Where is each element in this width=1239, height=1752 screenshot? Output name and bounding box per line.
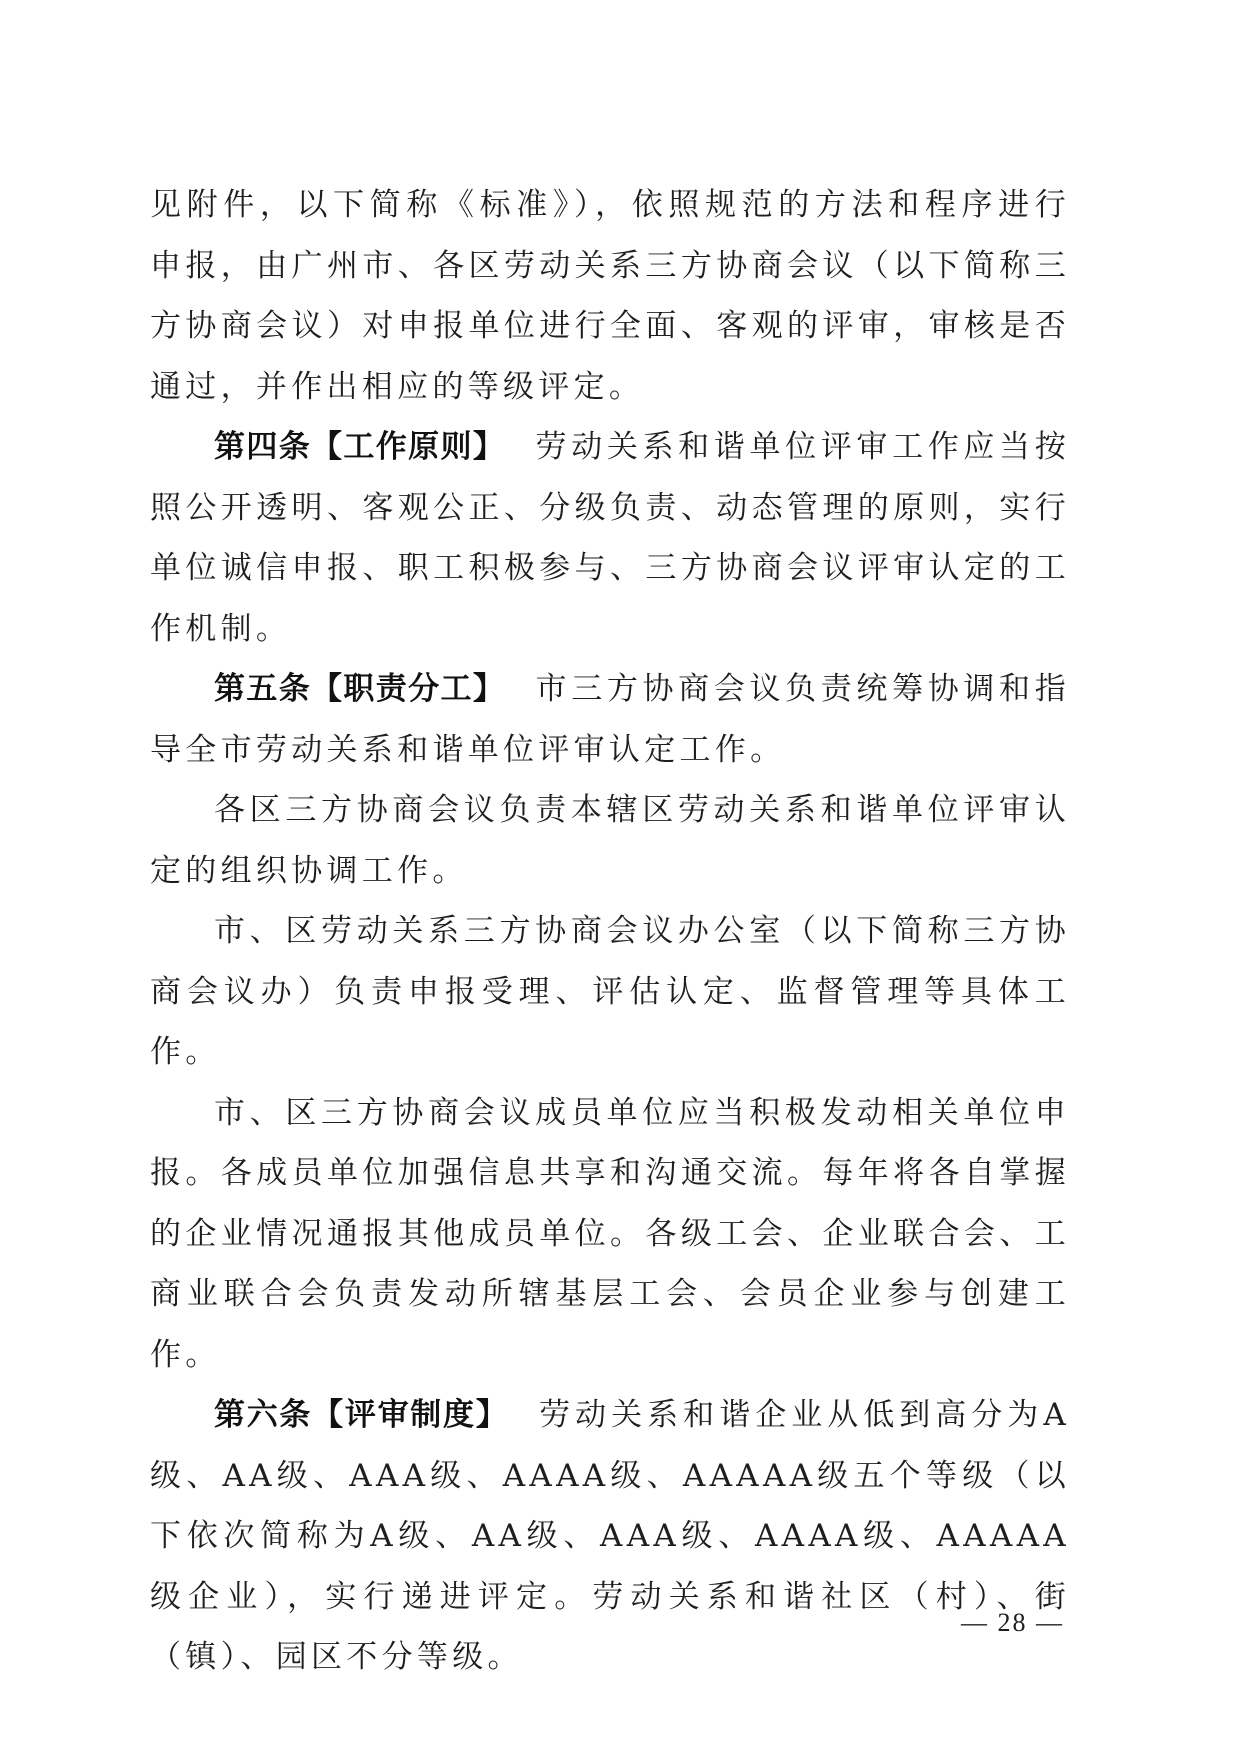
article-4 — [150, 417, 1070, 659]
paragraph-text: 市、区三方协商会议成员单位应当积极发动相关单位申报。各成员单位加强信息共享和沟通交流。每年将各自掌握的企业情况通报其他成员单位。各级工会、企业联合会、工商业联合会负责发动所辖基层工会、会员企业参与创建工作。 — [150, 1094, 1070, 1373]
document-body — [150, 175, 1070, 1688]
article-heading: 第四条【工作原则】 — [214, 429, 506, 465]
paragraph-district-duties — [150, 780, 1070, 901]
page-number: — 28 — — [961, 1608, 1064, 1637]
paragraph-text: 劳动关系和谐单位评审工作应当按照公开透明、客观公正、分级负责、动态管理的原则，实行单位诚信申报、职工积极参与、三方协商会议评审认定的工作机制。 — [150, 429, 1070, 647]
paragraph-text: 见附件，以下简称《标准》），依照规范的方法和程序进行申报，由广州市、各区劳动关系三方协商会议（以下简称三方协商会议）对申报单位进行全面、客观的评审，审核是否通过，并作出相应的等级评定。 — [150, 187, 1070, 405]
paragraph-text: 各区三方协商会议负责本辖区劳动关系和谐单位评审认定的组织协调工作。 — [150, 792, 1070, 889]
paragraph-office-duties — [150, 901, 1070, 1083]
article-6 — [150, 1385, 1070, 1688]
article-heading: 第五条【职责分工】 — [214, 671, 506, 707]
paragraph-text: 市三方协商会议负责统筹协调和指导全市劳动关系和谐单位评审认定工作。 — [150, 671, 1070, 768]
paragraph-member-duties — [150, 1083, 1070, 1386]
article-5 — [150, 659, 1070, 780]
paragraph-continuation — [150, 175, 1070, 417]
paragraph-text: 劳动关系和谐企业从低到高分为A级、AA级、AAA级、AAAA级、AAAAA级五个等级（以下依次简称为A级、AA级、AAA级、AAAA级、AAAAA级企业），实行递进评定。劳动关系和谐社区（村）、街（镇）、园区不分等级。 — [150, 1397, 1071, 1675]
paragraph-text: 市、区劳动关系三方协商会议办公室（以下简称三方协商会议办）负责申报受理、评估认定、监督管理等具体工作。 — [150, 913, 1070, 1070]
article-heading: 第六条【评审制度】 — [214, 1397, 509, 1433]
